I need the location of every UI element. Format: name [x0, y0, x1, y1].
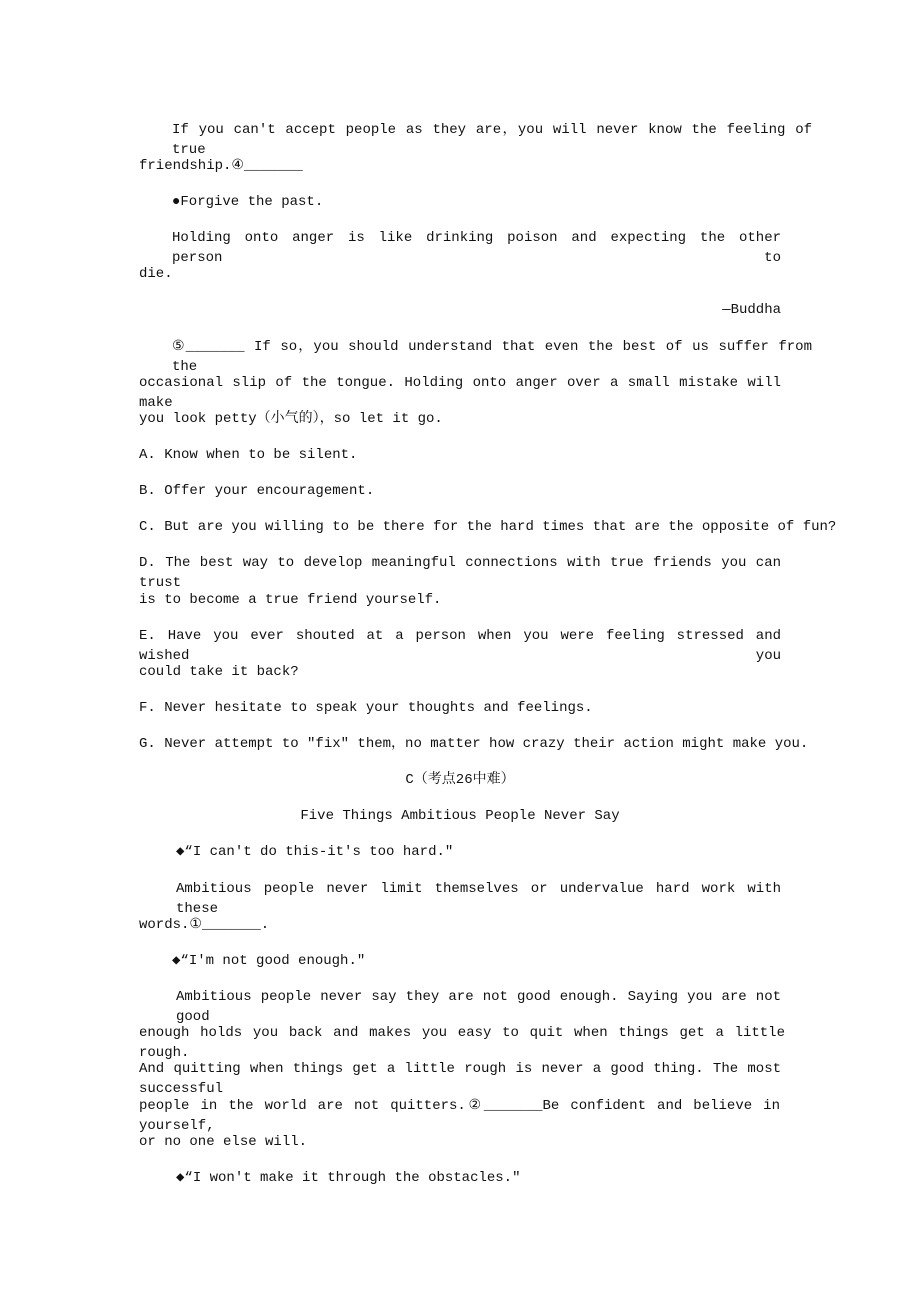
point-2-p-l2: enough holds you back and makes you easy to quit when things get a little rough. [139, 1025, 785, 1061]
p1-l2: friendship.④_______ [139, 158, 303, 174]
section-label: C（考点26中难） [405, 772, 515, 788]
option-f: F. Never hesitate to speak your thoughts and feelings. [139, 700, 593, 716]
p1-l1: If you can't accept people as they are，you will never know the feeling of true [172, 122, 812, 158]
point-3: ◆“I won't make it through the obstacles.″ [176, 1170, 521, 1186]
option-d-l1: D. The best way to develop meaningful connections with true friends you can trust [139, 555, 781, 591]
p2-l3: you look petty（小气的），so let it go. [139, 411, 443, 427]
option-c: C. But are you willing to be there for the hard times that are the opposite of fun? [139, 519, 837, 535]
option-a: A. Know when to be silent. [139, 447, 358, 463]
p2-l2: occasional slip of the tongue. Holding onto anger over a small mistake will make [139, 375, 781, 411]
point-2-p-l3: And quitting when things get a little rough is never a good thing. The most successful [139, 1061, 781, 1097]
quote-l2: die. [139, 266, 173, 282]
option-d-l2: is to become a true friend yourself. [139, 592, 442, 608]
option-b: B. Offer your encouragement. [139, 483, 375, 499]
point-2-p-l4: people in the world are not quitters.②_______Be confident and believe in yourself, [139, 1098, 780, 1134]
p2-l1: ⑤_______ If so，you should understand that even the best of us suffer from the [172, 339, 812, 375]
point-1: ◆“I can't do this-it's too hard.″ [176, 844, 454, 860]
point-1-p-l1: Ambitious people never limit themselves or undervalue hard work with these [176, 881, 781, 917]
point-2-p-l1: Ambitious people never say they are not good enough. Saying you are not good [176, 989, 781, 1025]
quote-l1: Holding onto anger is like drinking poison and expecting the other person to [172, 230, 781, 266]
heading-forgive: ●Forgive the past. [172, 194, 324, 210]
quote-author: —Buddha [722, 302, 781, 318]
option-e-l2: could take it back? [139, 664, 299, 680]
option-e-l1: E. Have you ever shouted at a person when you were feeling stressed and wished you [139, 628, 781, 664]
point-2-p-l5: or no one else will. [139, 1134, 308, 1150]
passage-title: Five Things Ambitious People Never Say [300, 808, 620, 824]
option-g: G. Never attempt to "fix" them，no matter how crazy their action might make you. [139, 736, 809, 752]
point-1-p-l2: words.①_______. [139, 917, 270, 933]
point-2: ◆“I'm not good enough.″ [172, 953, 366, 969]
